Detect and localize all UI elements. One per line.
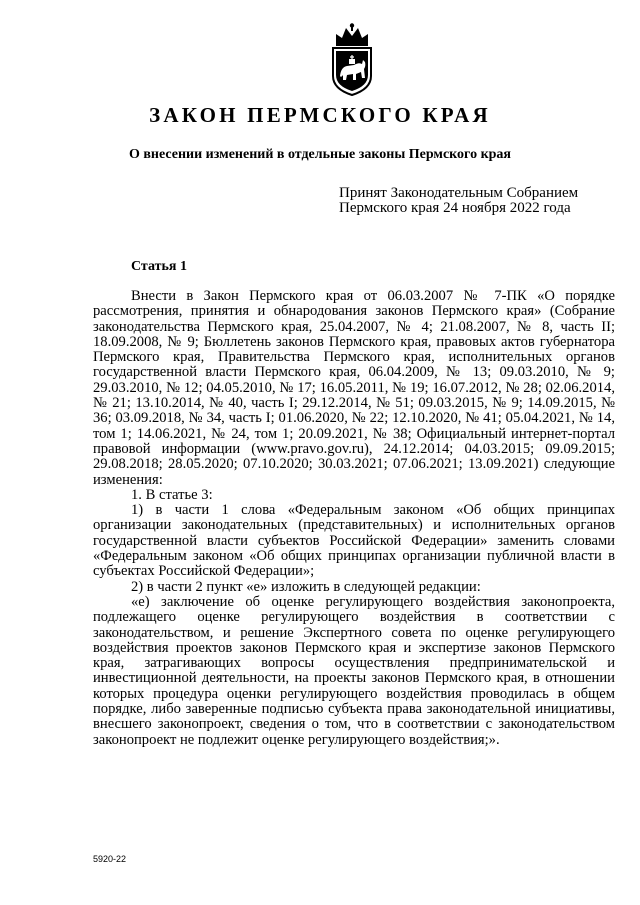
- article-paragraph: 2) в части 2 пункт «е» изложить в следующей редакции:: [131, 578, 481, 595]
- adoption-note: [339, 186, 578, 216]
- adoption-line: Принят Законодательным Собранием: [339, 185, 579, 201]
- article-paragraph: 1. В статье 3:: [131, 486, 213, 503]
- law-title: ЗАКОН ПЕРМСКОГО КРАЯ: [149, 103, 491, 127]
- perm-krai-coat-of-arms-icon: [329, 22, 375, 96]
- document-code: 5920-22: [93, 854, 127, 864]
- law-subtitle: О внесении изменений в отдельные законы Пермского края: [128, 147, 511, 162]
- article-paragraph: «е) заключение об оценке регулирующего воздействия законопроекта, подлежащего оценке регулирующего воздействия в соответствии с законодательством, и решение Экспертного совета по оценке регулирующего воздействия проектов законов Пермского края и экспертизе законов Пермского края, затрагивающих вопросы осуществления предпринимательской и инвестиционной деятельности, на проекты законов Пермского края, в отношении которых процедура оценки регулирующего воздействия проводилась в общем порядке, либо заверенные подписью субъекта права законодательной инициативы, внесшего законопроект, сведения о том, что в соответствии с законодательством законопроект не подлежит оценке регулирующего воздействия;».: [93, 593, 615, 748]
- article-heading: Статья 1: [131, 259, 187, 274]
- article-paragraph: 1) в части 1 слова «Федеральным законом «Об общих принципах организации законодательных (представительных) и исполнительных органов государственной власти субъектов Российской Федерации» заменить словами «Федеральным законом «Об общих принципах организации публичной власти в субъектах Российской Федерации»;: [93, 502, 615, 580]
- article-body: [93, 289, 615, 748]
- adoption-line: Пермского края 24 ноября 2022 года: [339, 200, 571, 216]
- article-paragraph: Внести в Закон Пермского края от 06.03.2007 № 7-ПК «О порядке рассмотрения, принятия и обнародования законов Пермского края» (Собрание законодательства Пермского края, 25.04.2007, № 4; 21.08.2007, № 8, часть II; 18.09.2008, № 9; Бюллетень законов Пермского края, правовых актов губернатора Пермского края, Правительства Пермского края, исполнительных органов государственной власти Пермского края, 06.04.2009, № 13; 09.03.2010, № 9; 29.03.2010, № 12; 04.05.2010, № 17; 16.05.2011, № 19; 16.07.2012, № 28; 02.06.2014, № 21; 13.10.2014, № 40, часть I; 29.12.2014, № 51; 09.03.2015, № 9; 14.09.2015, № 36; 03.09.2018, № 34, часть I; 01.06.2020, № 22; 12.10.2020, № 41; 05.04.2021, № 14, том 1; 14.06.2021, № 24, том 1; 20.09.2021, № 38; Официальный интернет-портал правовой информации (www.pravo.gov.ru), 24.12.2014; 04.03.2015; 09.09.2015; 29.08.2018; 28.05.2020; 07.10.2020; 30.03.2021; 07.06.2021; 13.09.2021) следующие изменения:: [93, 288, 615, 488]
